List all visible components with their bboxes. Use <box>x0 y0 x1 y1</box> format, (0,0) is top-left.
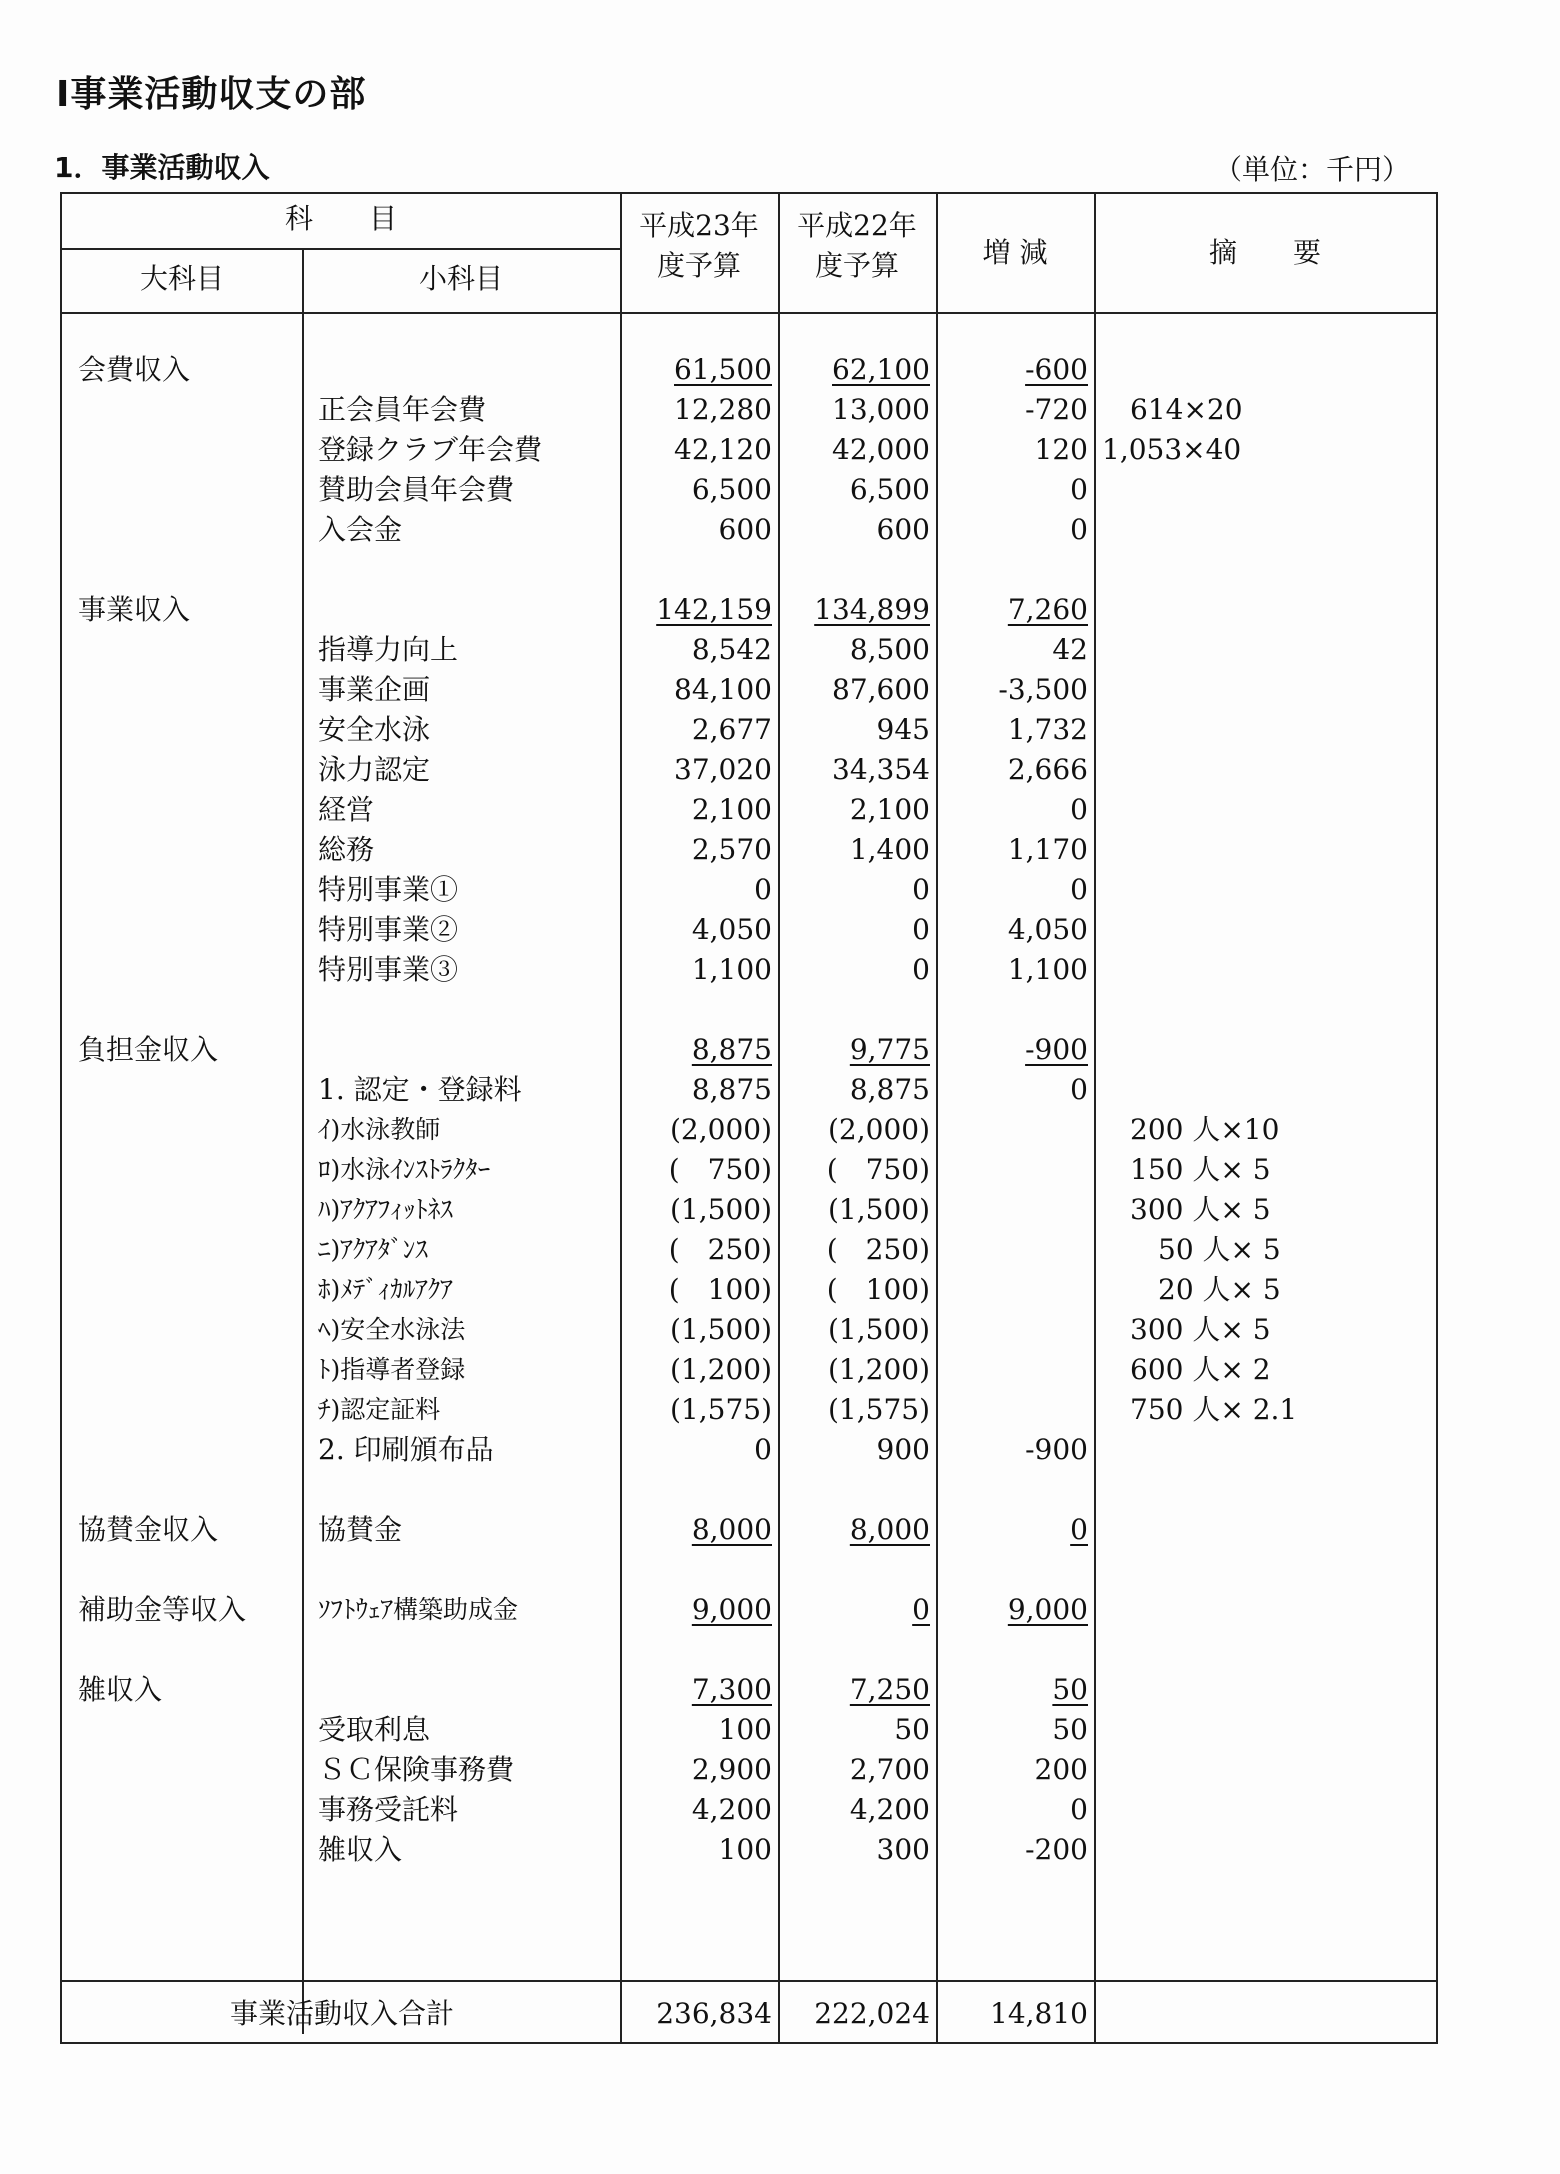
row-minor-item: 特別事業③ <box>318 953 459 986</box>
row-note: 614×20 <box>1102 393 1243 426</box>
total-b23: 236,834 <box>656 1997 772 2030</box>
row-budget-2022: ( 100) <box>826 1273 930 1306</box>
row-major-item: 補助金等収入 <box>78 1593 247 1626</box>
row-difference: 0 <box>1070 1793 1088 1826</box>
row-difference: -3,500 <box>998 673 1088 706</box>
total-b22: 222,024 <box>814 1997 930 2030</box>
row-minor-item: ﾍ)安全水泳法 <box>318 1315 466 1344</box>
row-difference <box>938 1390 1088 1430</box>
page-title: Ⅰ事業活動収支の部 <box>56 74 367 115</box>
row-difference <box>938 1230 1088 1270</box>
row-difference: 2,666 <box>1007 753 1088 786</box>
row-budget-2023: 2,900 <box>691 1753 772 1786</box>
row-difference: 9,000 <box>1007 1593 1088 1626</box>
row-budget-2023: 8,875 <box>691 1073 772 1106</box>
row-minor-item: 受取利息 <box>318 1713 431 1746</box>
row-budget-2023: 7,300 <box>691 1673 772 1706</box>
row-minor-item: 入会金 <box>318 513 403 546</box>
row-budget-2022: 134,899 <box>814 593 930 626</box>
header-diff: 増 減 <box>982 236 1048 269</box>
row-minor-item: ﾊ)ｱｸｱﾌｨｯﾄﾈｽ <box>318 1195 453 1224</box>
row-difference: 50 <box>1052 1713 1088 1746</box>
row-difference: 120 <box>1034 433 1088 466</box>
row-budget-2022: 62,100 <box>832 353 930 386</box>
row-major-item: 負担金収入 <box>78 1033 219 1066</box>
row-budget-2022: 0 <box>912 913 930 946</box>
row-budget-2022: 300 <box>876 1833 930 1866</box>
row-difference <box>938 1270 1088 1310</box>
row-difference: 0 <box>1070 1073 1088 1106</box>
row-major-item: 雑収入 <box>78 1673 163 1706</box>
header-b22-line1: 平成22年 <box>797 209 917 242</box>
row-budget-2023: 42,120 <box>674 433 772 466</box>
row-budget-2022: (1,200) <box>827 1353 930 1386</box>
row-minor-item: 賛助会員年会費 <box>318 473 515 506</box>
row-difference: 50 <box>1052 1673 1088 1706</box>
row-difference: 1,100 <box>1007 953 1088 986</box>
row-minor-item: ｿﾌﾄｳｪｱ構築助成金 <box>318 1595 519 1624</box>
row-budget-2023: (1,200) <box>669 1353 772 1386</box>
row-budget-2023: 4,050 <box>691 913 772 946</box>
row-budget-2023: 600 <box>718 513 772 546</box>
row-budget-2022: ( 250) <box>826 1233 930 1266</box>
row-difference <box>938 1310 1088 1350</box>
row-budget-2022: (1,500) <box>827 1193 930 1226</box>
row-budget-2022: 8,500 <box>849 633 930 666</box>
row-minor-item: ﾁ)認定証料 <box>318 1395 441 1424</box>
row-budget-2023: ( 100) <box>668 1273 772 1306</box>
header-minor: 小科目 <box>418 262 503 295</box>
row-difference: 1,732 <box>1007 713 1088 746</box>
row-note: 150 人× 5 <box>1102 1153 1271 1186</box>
row-minor-item: 特別事業① <box>318 873 459 906</box>
row-budget-2022: 900 <box>876 1433 930 1466</box>
row-difference: 42 <box>1052 633 1088 666</box>
row-difference: 1,170 <box>1007 833 1088 866</box>
row-budget-2023: 84,100 <box>674 673 772 706</box>
row-budget-2023: (1,500) <box>669 1313 772 1346</box>
row-difference: -900 <box>1025 1433 1088 1466</box>
row-budget-2023: 100 <box>718 1713 772 1746</box>
row-minor-item: ﾄ)指導者登録 <box>318 1355 466 1384</box>
row-budget-2022: 945 <box>876 713 930 746</box>
row-difference <box>938 1150 1088 1190</box>
row-budget-2023: 12,280 <box>674 393 772 426</box>
row-minor-item: ＳＣ保険事務費 <box>318 1753 515 1786</box>
row-budget-2022: 34,354 <box>832 753 930 786</box>
row-minor-item: 1. 認定・登録料 <box>318 1073 522 1106</box>
row-budget-2022: 13,000 <box>832 393 930 426</box>
row-budget-2022: 0 <box>912 873 930 906</box>
divider-major-minor <box>302 248 304 2034</box>
row-budget-2023: 142,159 <box>656 593 772 626</box>
row-minor-item: 経営 <box>318 793 375 826</box>
row-budget-2022: 7,250 <box>849 1673 930 1706</box>
row-budget-2023: 2,677 <box>691 713 772 746</box>
row-note: 600 人× 2 <box>1102 1353 1271 1386</box>
row-difference: -900 <box>1025 1033 1088 1066</box>
row-difference: -720 <box>1025 393 1088 426</box>
row-minor-item: ｲ)水泳教師 <box>318 1115 441 1144</box>
row-difference: -200 <box>1025 1833 1088 1866</box>
row-budget-2023: ( 750) <box>668 1153 772 1186</box>
row-budget-2022: 8,000 <box>849 1513 930 1546</box>
row-difference: 0 <box>1070 1513 1088 1546</box>
row-difference: 4,050 <box>1007 913 1088 946</box>
row-budget-2023: 2,570 <box>691 833 772 866</box>
row-difference: -600 <box>1025 353 1088 386</box>
row-budget-2022: 6,500 <box>849 473 930 506</box>
row-minor-item: 雑収入 <box>318 1833 403 1866</box>
row-difference: 7,260 <box>1007 593 1088 626</box>
row-minor-item: 事業企画 <box>318 673 431 706</box>
header-bottom-line <box>62 312 1436 314</box>
row-budget-2022: 87,600 <box>832 673 930 706</box>
header-split-line <box>62 248 620 250</box>
row-budget-2023: 100 <box>718 1833 772 1866</box>
row-budget-2022: 1,400 <box>849 833 930 866</box>
row-budget-2023: 9,000 <box>691 1593 772 1626</box>
row-minor-item: 指導力向上 <box>318 633 459 666</box>
row-budget-2022: ( 750) <box>826 1153 930 1186</box>
row-difference <box>938 1190 1088 1230</box>
divider-col-note <box>1094 194 1096 2042</box>
row-minor-item: 特別事業② <box>318 913 459 946</box>
row-minor-item: 事務受託料 <box>318 1793 459 1826</box>
row-budget-2022: 2,100 <box>849 793 930 826</box>
row-note: 750 人× 2.1 <box>1102 1393 1298 1426</box>
header-major: 大科目 <box>139 262 224 295</box>
row-note: 20 人× 5 <box>1102 1273 1281 1306</box>
row-budget-2023: 4,200 <box>691 1793 772 1826</box>
row-difference: 0 <box>1070 873 1088 906</box>
row-budget-2022: 0 <box>912 953 930 986</box>
row-difference: 0 <box>1070 473 1088 506</box>
total-diff: 14,810 <box>990 1997 1088 2030</box>
row-difference: 0 <box>1070 513 1088 546</box>
row-budget-2023: 2,100 <box>691 793 772 826</box>
row-minor-item: 協賛金 <box>318 1513 403 1546</box>
row-budget-2023: (1,575) <box>669 1393 772 1426</box>
row-budget-2022: 42,000 <box>832 433 930 466</box>
header-kamoku: 科 目 <box>284 202 397 235</box>
total-label: 事業活動収入合計 <box>229 1997 454 2030</box>
income-table <box>60 192 1438 2044</box>
row-minor-item: ﾆ)ｱｸｱﾀﾞﾝｽ <box>318 1235 428 1264</box>
row-major-item: 会費収入 <box>78 353 191 386</box>
row-budget-2023: 0 <box>754 873 772 906</box>
row-minor-item: 総務 <box>318 833 375 866</box>
row-minor-item: ﾎ)ﾒﾃﾞｨｶﾙｱｸｱ <box>318 1275 453 1304</box>
row-budget-2023: ( 250) <box>668 1233 772 1266</box>
row-budget-2022: 2,700 <box>849 1753 930 1786</box>
row-budget-2022: 0 <box>912 1593 930 1626</box>
row-budget-2023: 6,500 <box>691 473 772 506</box>
row-major-item: 協賛金収入 <box>78 1513 219 1546</box>
row-major-item: 事業収入 <box>78 593 191 626</box>
row-note: 50 人× 5 <box>1102 1233 1281 1266</box>
row-minor-item: 安全水泳 <box>318 713 431 746</box>
header-b22 <box>778 206 936 286</box>
row-difference <box>938 1110 1088 1150</box>
header-note: 摘 要 <box>1208 236 1321 269</box>
row-budget-2023: 61,500 <box>674 353 772 386</box>
row-budget-2023: 37,020 <box>674 753 772 786</box>
row-budget-2023: 0 <box>754 1433 772 1466</box>
row-difference: 0 <box>1070 793 1088 826</box>
row-budget-2023: 8,000 <box>691 1513 772 1546</box>
row-budget-2022: (1,575) <box>827 1393 930 1426</box>
row-minor-item: 2. 印刷頒布品 <box>318 1433 494 1466</box>
row-minor-item: 泳力認定 <box>318 753 431 786</box>
row-budget-2022: 4,200 <box>849 1793 930 1826</box>
row-budget-2023: 8,542 <box>691 633 772 666</box>
row-difference <box>938 1350 1088 1390</box>
header-b23-line1: 平成23年 <box>639 209 759 242</box>
row-note: 200 人×10 <box>1102 1113 1280 1146</box>
row-budget-2022: 8,875 <box>849 1073 930 1106</box>
row-budget-2022: 50 <box>894 1713 930 1746</box>
header-b22-line2: 度予算 <box>814 249 899 282</box>
row-note: 300 人× 5 <box>1102 1313 1271 1346</box>
row-budget-2022: 600 <box>876 513 930 546</box>
row-note: 300 人× 5 <box>1102 1193 1271 1226</box>
row-budget-2022: (1,500) <box>827 1313 930 1346</box>
row-budget-2023: 8,875 <box>691 1033 772 1066</box>
row-budget-2023: (2,000) <box>669 1113 772 1146</box>
row-note: 1,053×40 <box>1102 433 1242 466</box>
row-budget-2022: 9,775 <box>849 1033 930 1066</box>
row-difference: 200 <box>1034 1753 1088 1786</box>
row-budget-2023: 1,100 <box>691 953 772 986</box>
row-minor-item: 正会員年会費 <box>318 393 487 426</box>
unit-label: （単位：千円） <box>1213 153 1410 186</box>
row-budget-2022: (2,000) <box>827 1113 930 1146</box>
header-b23 <box>620 206 778 286</box>
row-minor-item: ﾛ)水泳ｲﾝｽﾄﾗｸﾀｰ <box>318 1155 491 1184</box>
total-top-line <box>62 1980 1436 1982</box>
row-budget-2023: (1,500) <box>669 1193 772 1226</box>
header-b23-line2: 度予算 <box>656 249 741 282</box>
row-minor-item: 登録クラブ年会費 <box>318 433 543 466</box>
section-title: 1．事業活動収入 <box>54 151 270 184</box>
